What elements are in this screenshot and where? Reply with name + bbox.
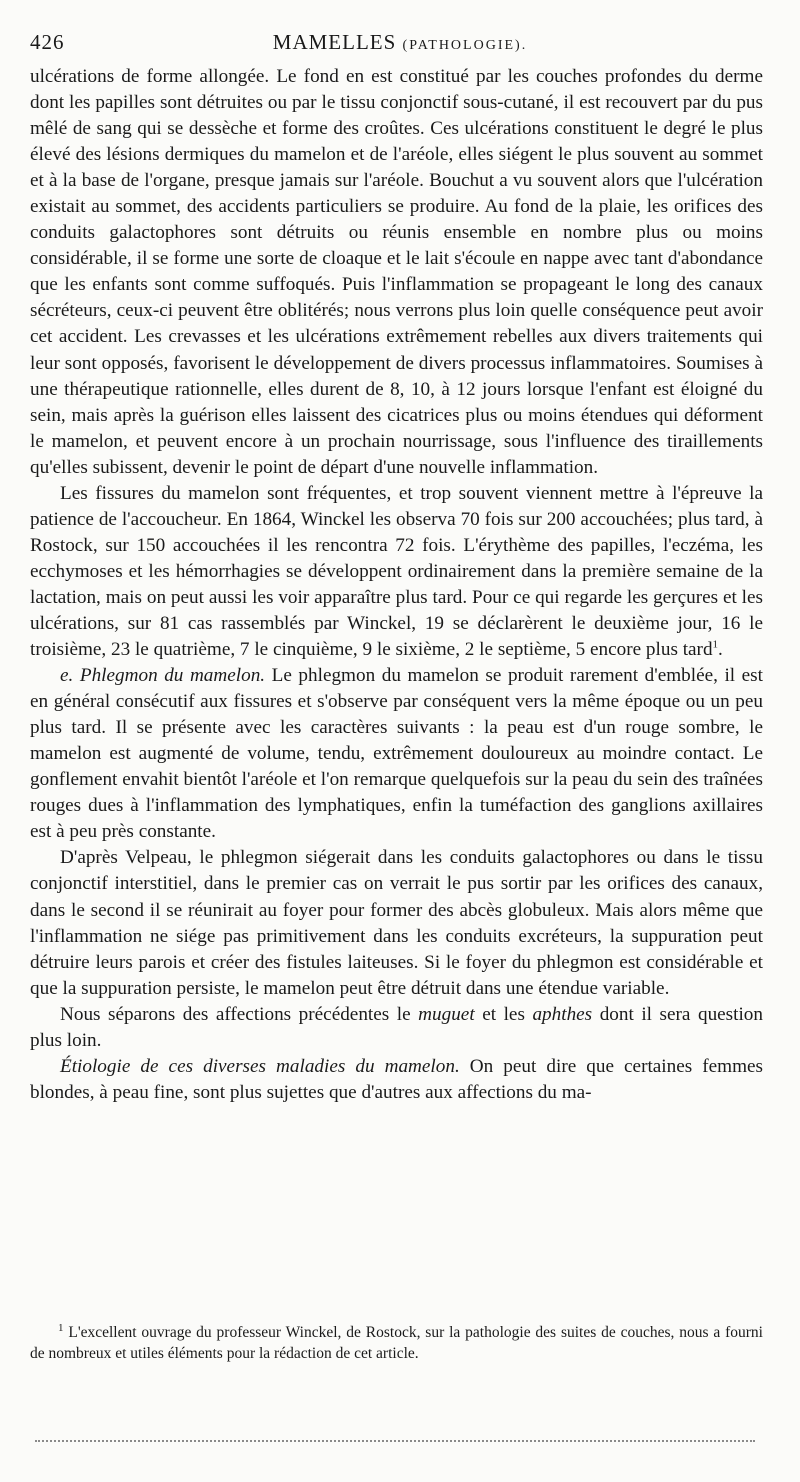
paragraph-6-text: On peut dire que certaines femmes blondes, à peau fine, sont plus sujettes que d'autres aux affections du ma- [30, 1055, 763, 1103]
term-muguet: muguet [418, 1003, 475, 1025]
running-head [30, 30, 770, 55]
footnote-text: L'excellent ouvrage du professeur Winckel, de Rostock, sur la pathologie des suites de couches, nous a fourni de nombreux et utiles éléments pour la rédaction de cet article. [30, 1324, 763, 1362]
running-head-title: MAMELLES [272, 30, 397, 54]
footnote-reference: 1 [712, 638, 719, 651]
paragraph-2-end: . [718, 639, 723, 661]
page-number: 426 [30, 30, 65, 54]
paragraph-5-text-b: et les [474, 1003, 533, 1025]
footnote-1 [30, 1322, 763, 1364]
paragraph-2-text: Les fissures du mamelon sont fréquentes, et trop souvent viennent mettre à l'épreuve la patience de l'accoucheur. En 1864, Winckel les observa 70 fois sur 200 accouchées; plus tard, à Rostock, sur 150 accouchées il les rencontra 72 fois. L'érythème des papilles, l'eczéma, les ecchymoses et les hémorrhagies se développent ordinairement dans la première semaine de la lactation, mais on peut aussi les voir apparaître plus tard. Pour ce qui regarde les gerçures et les ulcérations, sur 81 cas rassemblés par Winckel, 19 se déclarèrent le deuxième jour, 16 le troisième, 23 le quatrième, 7 le cinquième, 9 le sixième, 2 le septième, 5 encore plus tard [30, 482, 763, 661]
paragraph-5 [30, 1002, 763, 1054]
paragraph-2 [30, 481, 763, 663]
paragraph-4: D'après Velpeau, le phlegmon siégerait dans les conduits galactophores ou dans le tissu conjonctif interstitiel, dans le premier cas on verrait le pus sortir par les orifices des canaux, dans le second il se réunirait au foyer pour former des abcès globuleux. Mais alors même que l'inflammation ne siége pas primitivement dans les conduits excréteurs, la suppuration peut détruire leurs parois et créer des fistules laiteuses. Si le foyer du phlegmon est considérable et que la suppuration persiste, le mamelon peut être détruit dans une étendue variable. [30, 847, 763, 999]
footnote-mark: 1 [58, 1321, 64, 1334]
paragraph-3 [30, 663, 763, 845]
footnotes [30, 1322, 763, 1364]
page-header [30, 30, 770, 60]
paragraph-5-text-a: Nous séparons des affections précédentes le [60, 1003, 419, 1025]
page-bottom-rule [35, 1440, 755, 1442]
term-aphthes: aphthes [532, 1003, 593, 1025]
paragraph-6 [30, 1054, 763, 1106]
paragraph-1: ulcérations de forme allongée. Le fond en est constitué par les couches profondes du derme dont les papilles sont détruites ou par le tissu conjonctif sous-cutané, il est recouvert par du pus mêlé de sang qui se dessèche et forme des croûtes. Ces ulcérations constituent le degré le plus élevé des lésions dermiques du mamelon et de l'aréole, elles siégent le plus souvent au sommet et à la base de l'organe, presque jamais sur l'aréole. Bouchut a vu souvent alors que l'ulcération existait au sommet, des accidents particuliers se produire. Au fond de la plaie, les orifices des conduits galactophores sont détruits ou réunis ensemble en nombre plus ou moins considérable, il se forme une sorte de cloaque et le lait s'écoule en nappe avec tant d'abondance que les enfants sont comme suffoqués. Puis l'inflammation se propageant le long des canaux sécréteurs, ceux-ci peuvent être oblitérés; nous verrons plus loin quelle conséquence peut avoir cet accident. Les crevasses et les ulcérations extrêmement rebelles aux divers traitements qui leur sont opposés, favorisent le développement de divers processus inflammatoires. Soumises à une thérapeutique rationnelle, elles durent de 8, 10, à 12 jours lorsque l'enfant est éloigné du sein, mais après la guérison elles laissent des cicatrices plus ou moins étendues qui déforment le mamelon, et peuvent encore à un prochain nourrissage, sous l'influence des tiraillements qu'elles subissent, devenir le point de départ d'une nouvelle inflammation. [30, 66, 763, 478]
section-heading-etiologie: Étiologie de ces diverses maladies du mamelon. [60, 1055, 460, 1077]
running-head-subtitle: (PATHOLOGIE). [402, 38, 528, 53]
paragraph-3-text: Le phlegmon du mamelon se produit rarement d'emblée, il est en général consécutif aux fissures et s'observe par conséquent vers la même époque ou un peu plus tard. Il se présente avec les caractères suivants : la peau est d'un rouge sombre, le mamelon est augmenté de volume, tendu, extrêmement douloureux au moindre contact. Le gonflement envahit bientôt l'aréole et l'on remarque quelquefois sur la peau du sein des traînées rouges dues à l'inflammation des lymphatiques, enfin la tuméfaction des ganglions axillaires est à peu près constante. [30, 665, 763, 843]
section-heading-phlegmon: e. Phlegmon du mamelon. [60, 665, 266, 687]
body-text [30, 64, 763, 1106]
paragraph-5-text-c: dont il sera question plus loin. [30, 1003, 763, 1051]
